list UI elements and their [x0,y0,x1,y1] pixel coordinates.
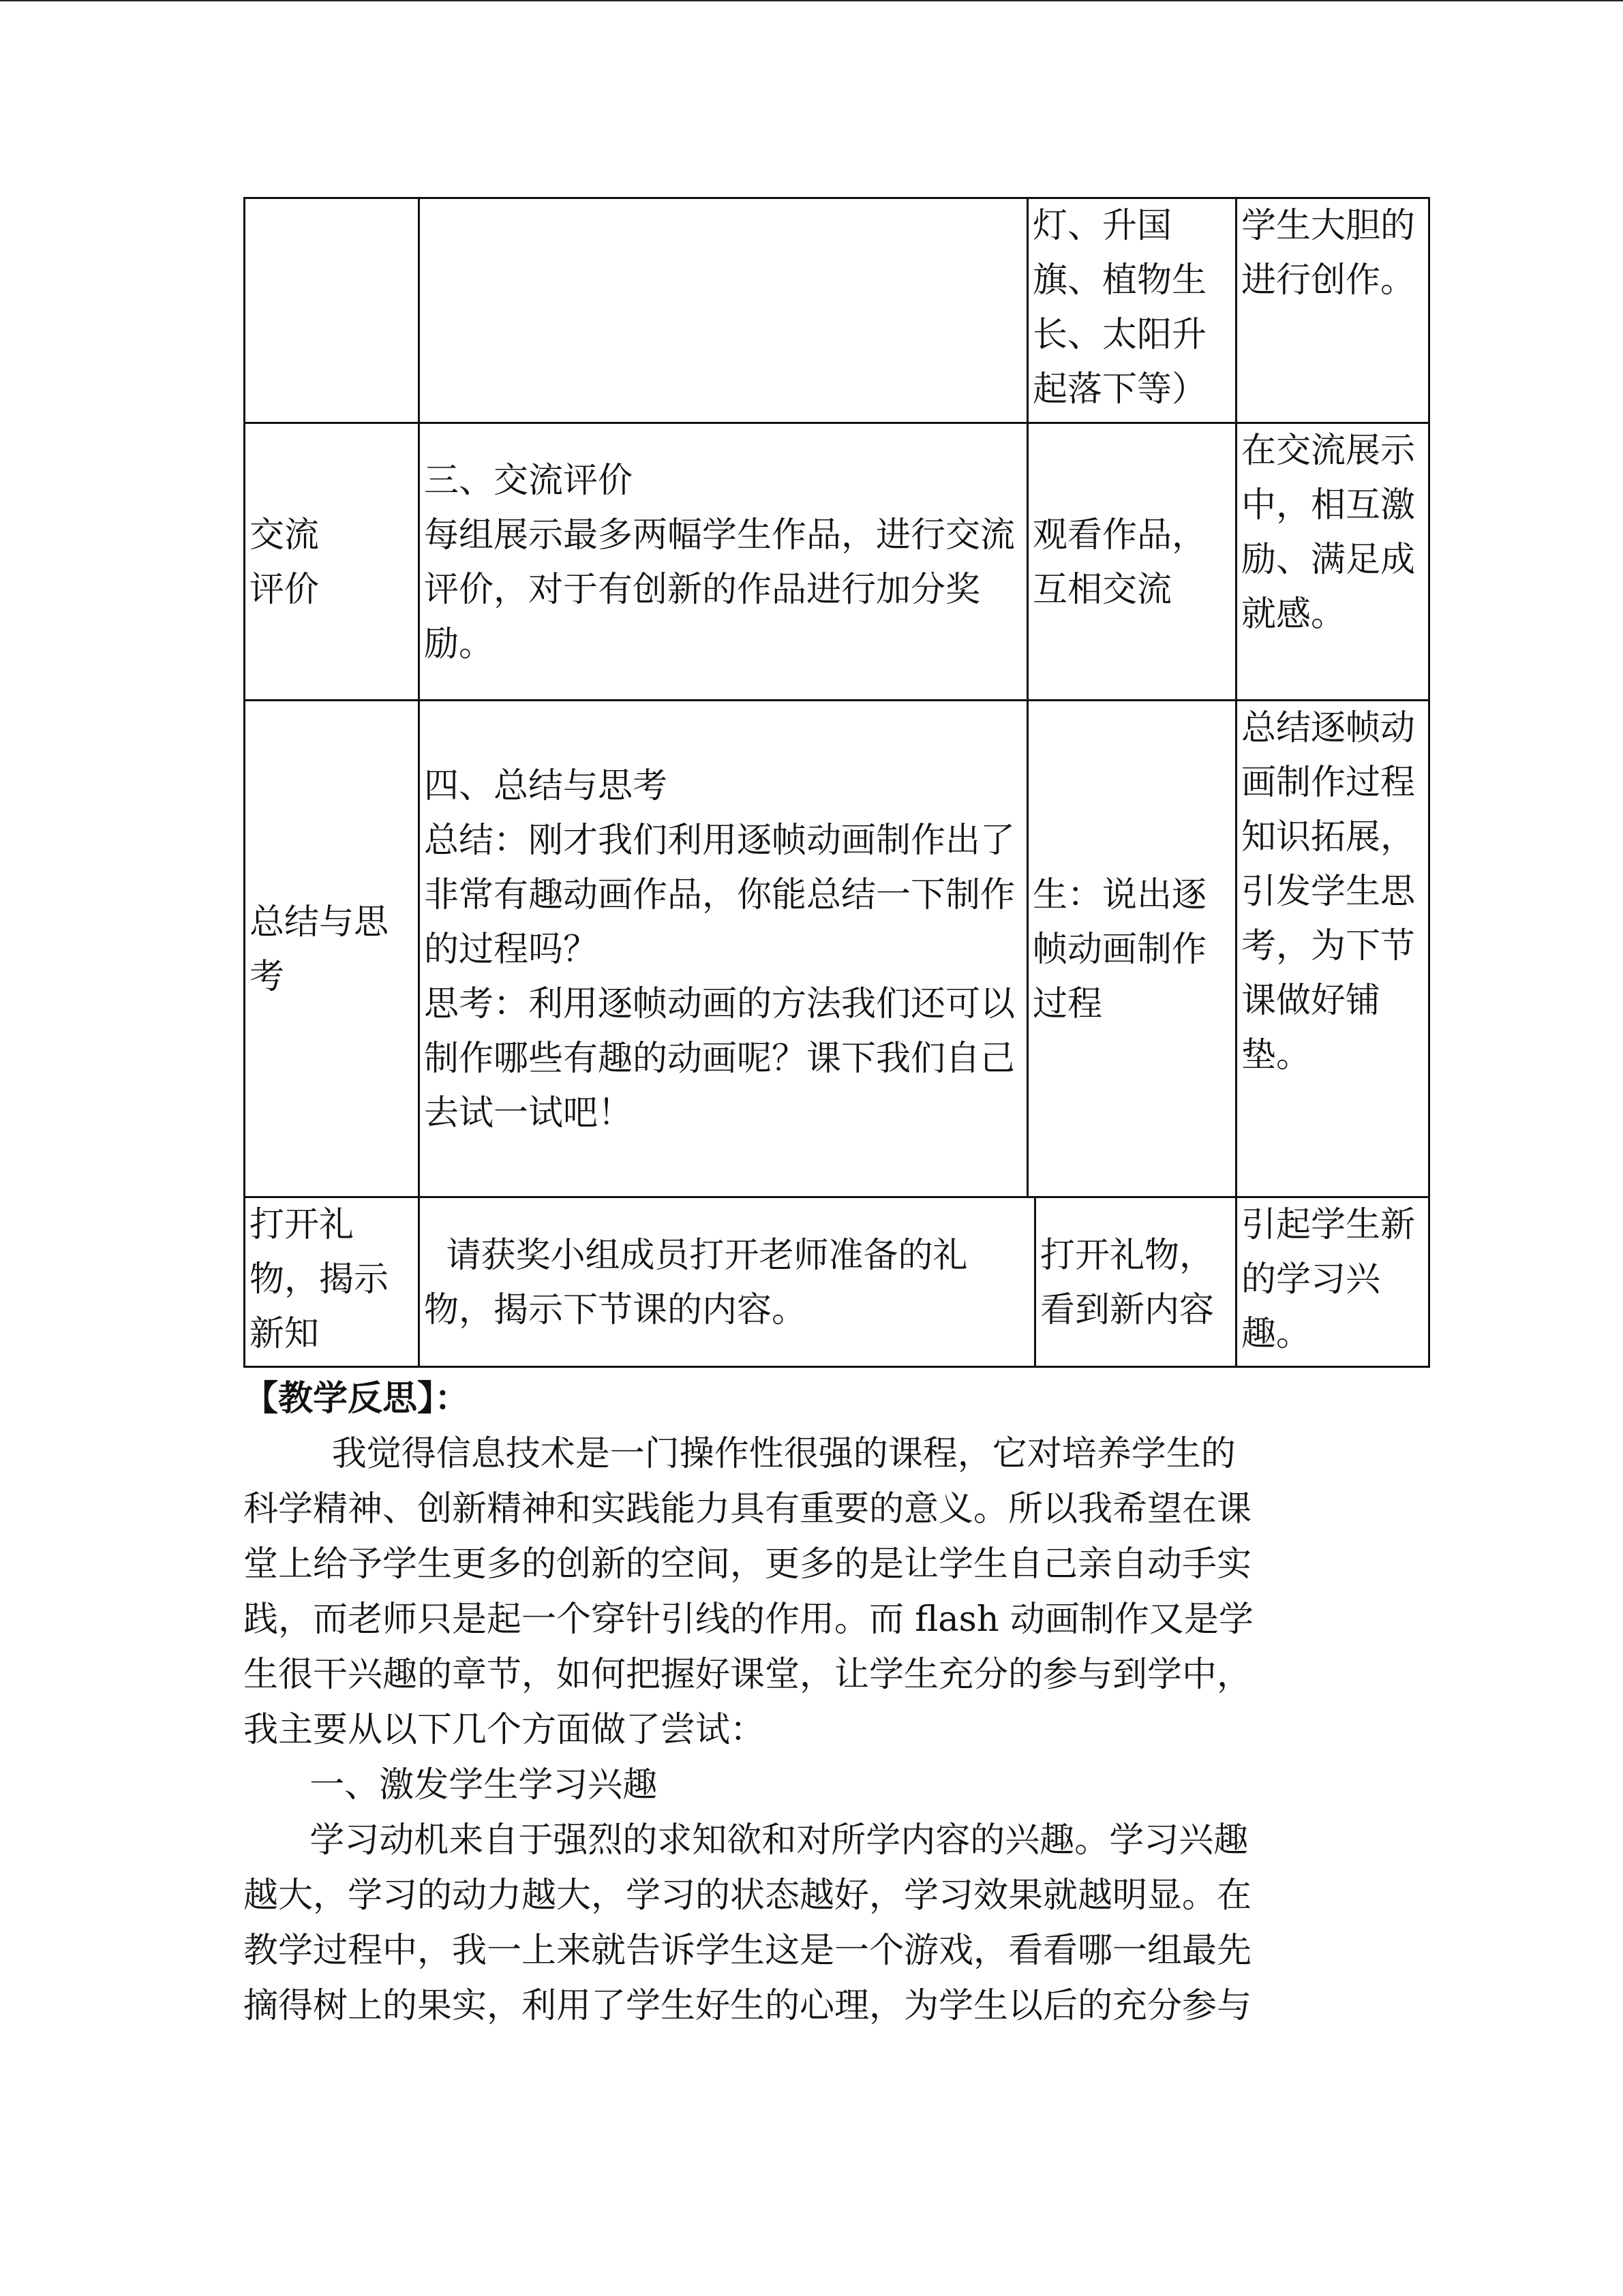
table-cell-stage [245,701,418,1196]
table-cell-student [1029,701,1235,1196]
table-rule [1428,197,1430,1368]
table-cell-teacher [420,1198,1034,1366]
table-cell-teacher [420,424,1027,699]
reflection-line: 教学过程中，我一上来就告诉学生这是一个游戏，看看哪一组最先 [243,1931,1252,1971]
table-cell-intent: 学生大胆的进行创作。 [1241,206,1416,301]
reflection-line: 一、激发学生学习兴趣 [243,1765,658,1805]
table-rule [243,1366,1430,1368]
reflection-line: 越大，学习的动力越大，学习的状态越好，学习效果就越明显。在 [243,1876,1252,1916]
table-cell-student [1029,424,1235,699]
table-cell-intent: 总结逐帧动画制作过程 知识拓展，引发学生思考，为下节课做好铺垫。 [1241,708,1416,1075]
table-cell-text: 交流 评价 [249,515,320,610]
table-cell-student [1036,1198,1235,1366]
table-cell-stage [245,199,418,422]
table-cell-student: 灯、升国旗、植物生长、太阳升起落下等） [1033,206,1207,410]
table-cell-text: 生：说出逐帧动画制作过程 [1033,875,1207,1024]
table-cell-text: 四、总结与思考 总结：刚才我们利用逐帧动画制作出了非常有趣动画作品，你能总结一下制作的过程吗？ 思考：利用逐帧动画的方法我们还可以制作哪些有趣的动画呢？课下我们自己去试一试吧！ [424,766,1016,1133]
reflection-line: 践，而老师只是起一个穿针引线的作用。而 flash 动画制作又是学 [243,1599,1254,1640]
reflection-line: 科学精神、创新精神和实践能力具有重要的意义。所以我希望在课 [243,1489,1252,1529]
table-cell-text: 请获奖小组成员打开老师准备的礼物，揭示下节课的内容。 [424,1236,968,1330]
table-cell-intent: 引起学生新的学习兴趣。 [1241,1205,1416,1354]
reflection-heading: 【教学反思】： [243,1378,470,1419]
table-cell-teacher [420,701,1027,1196]
table-cell-stage [245,424,418,699]
lesson-table [243,197,1430,1368]
reflection-line: 我主要从以下几个方面做了尝试： [243,1710,765,1750]
table-cell-text: 观看作品，互相交流 [1033,515,1207,610]
teaching-reflection [243,1371,1375,2034]
reflection-line: 学习动机来自于强烈的求知欲和对所学内容的兴趣。学习兴趣 [243,1820,1249,1861]
reflection-line: 我觉得信息技术是一门操作性很强的课程，它对培养学生的 [243,1434,1236,1474]
reflection-line: 摘得树上的果实，利用了学生好生的心理，为学生以后的充分参与 [243,1986,1252,2026]
table-cell-teacher [420,199,1027,422]
reflection-line: 堂上给予学生更多的创新的空间，更多的是让学生自己亲自动手实 [243,1544,1252,1585]
reflection-line: 生很干兴趣的章节，如何把握好课堂，让学生充分的参与到学中， [243,1655,1252,1695]
table-cell-stage: 打开礼物，揭示新知 [249,1205,389,1354]
table-cell-text: 总结与思考 [249,902,389,997]
table-cell-intent: 在交流展示中，相互激励、满足成就感。 [1241,431,1416,634]
table-cell-text: 三、交流评价 每组展示最多两幅学生作品，进行交流评价，对于有创新的作品进行加分奖励。 [424,461,1016,664]
table-cell-text: 打开礼物，看到新内容 [1040,1236,1215,1330]
